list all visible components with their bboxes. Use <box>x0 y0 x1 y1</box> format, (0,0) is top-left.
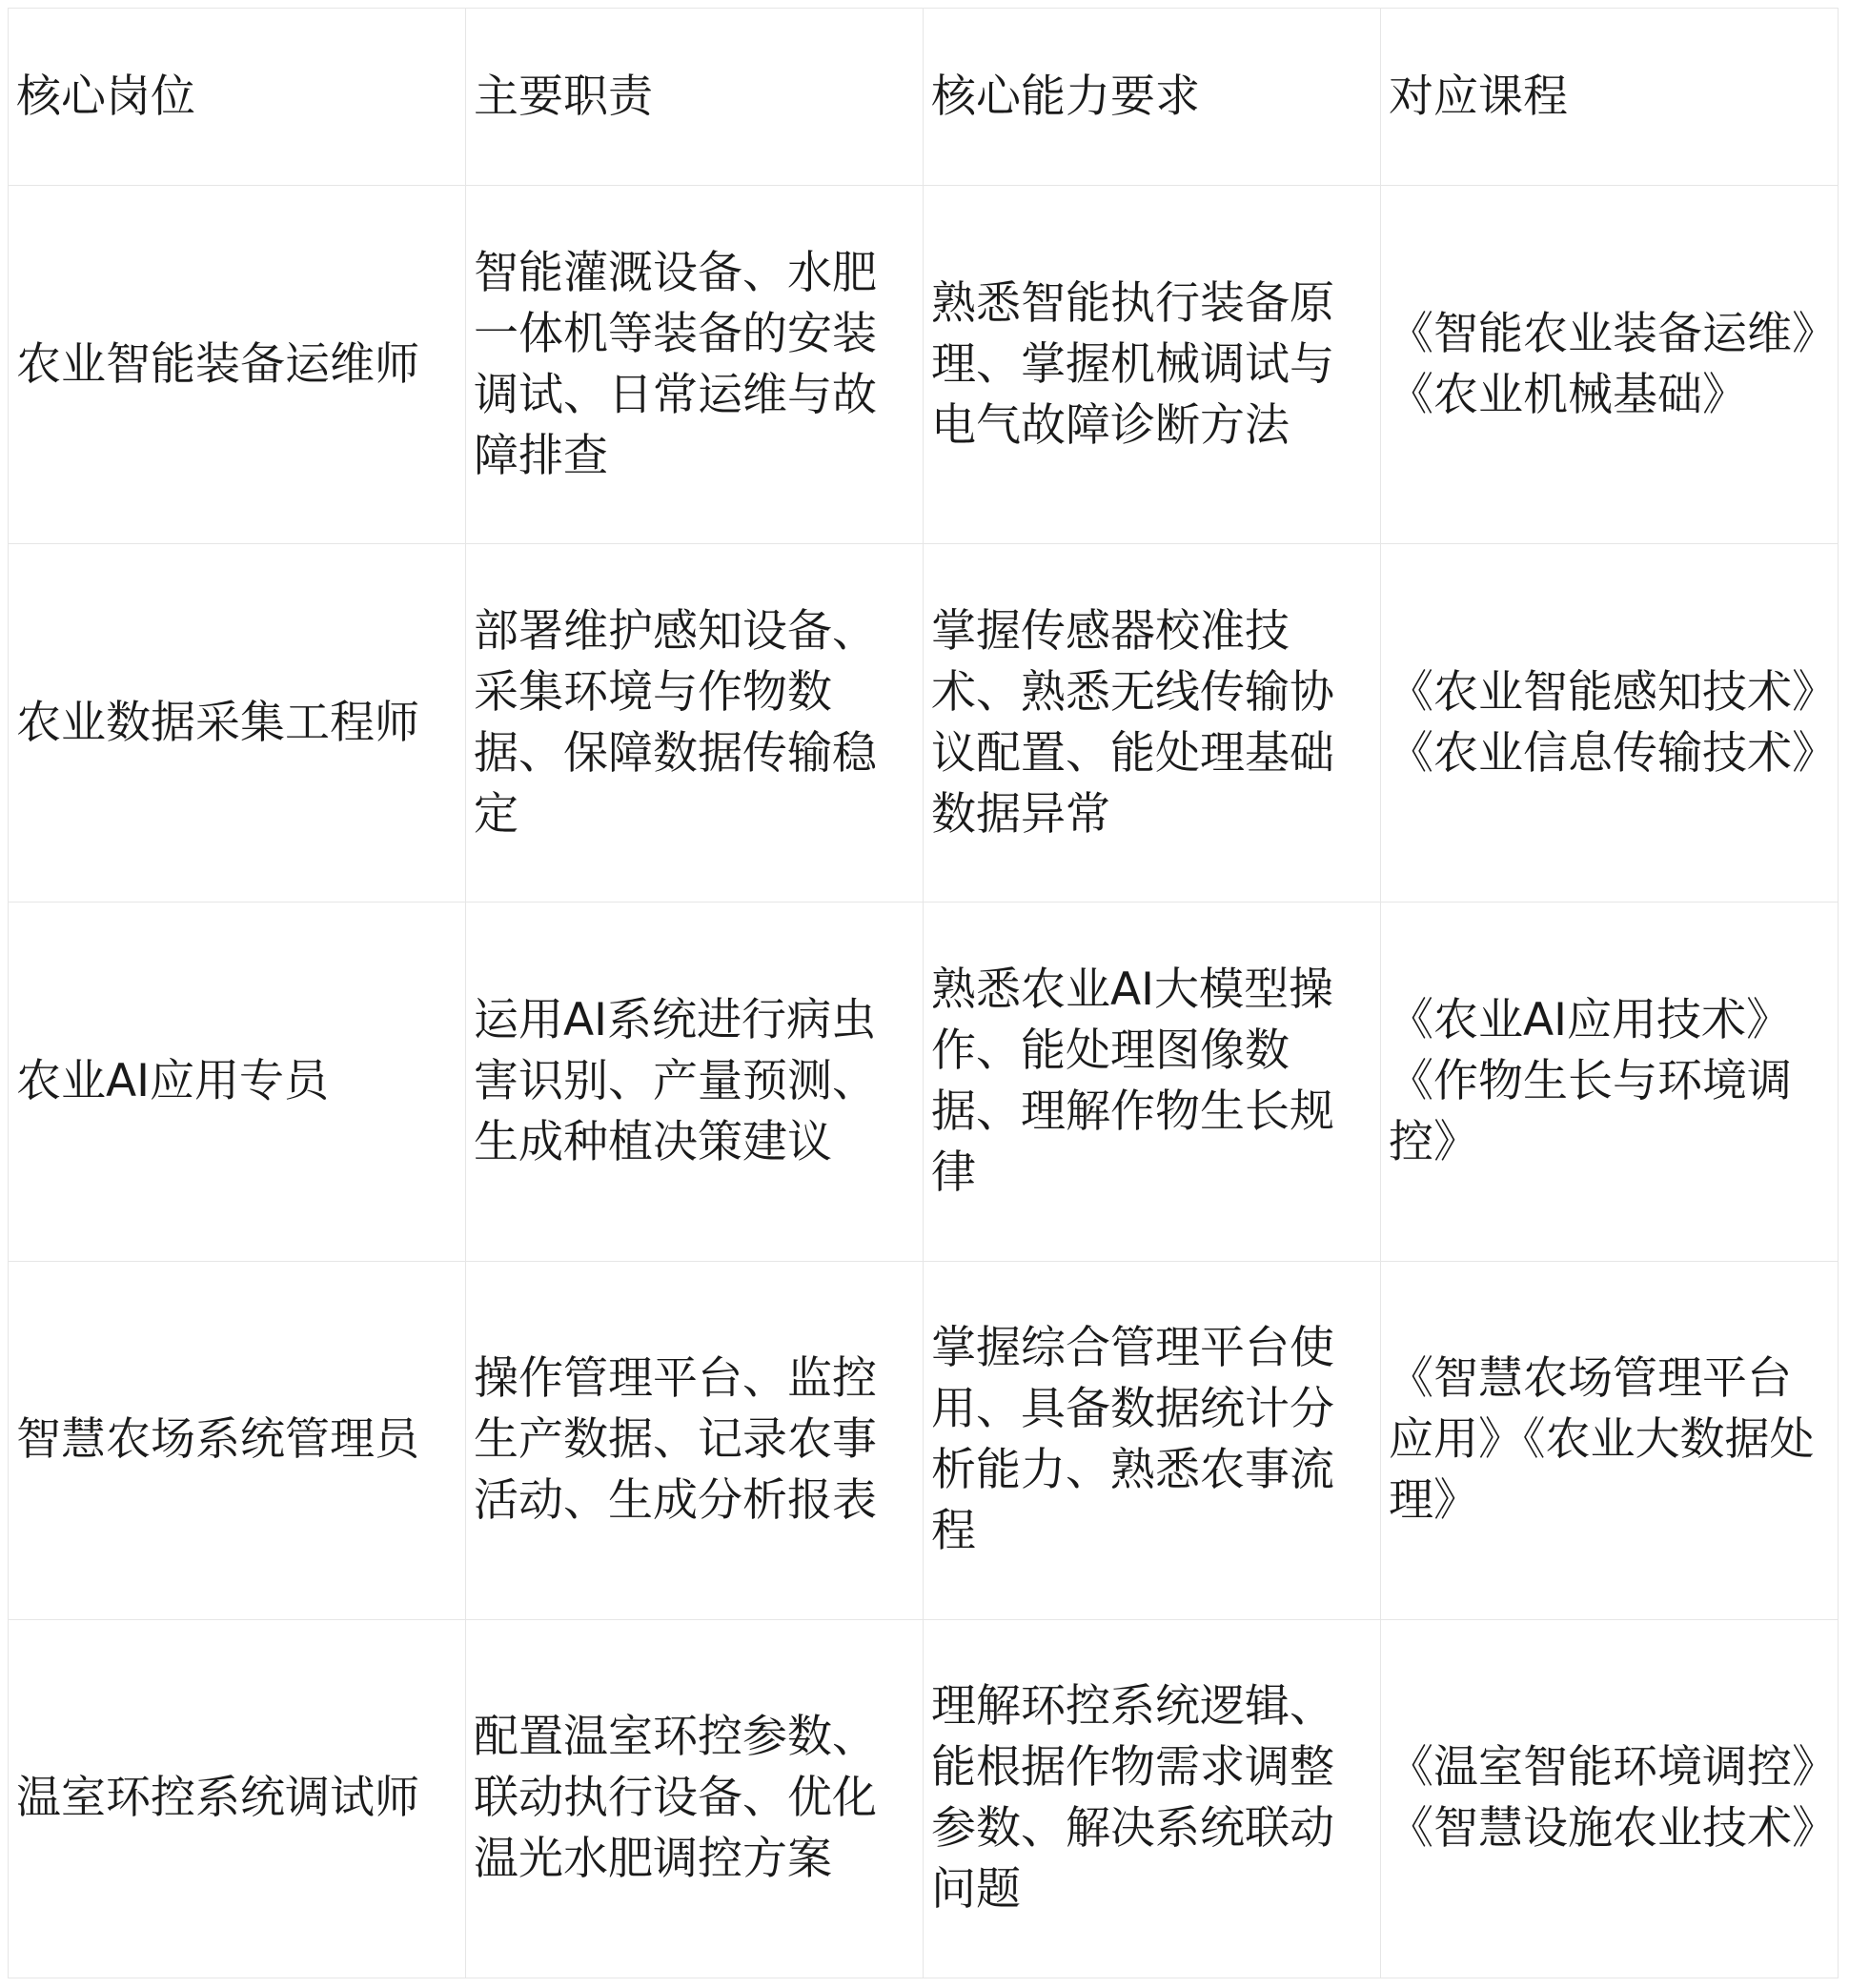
header-cell-courses: 对应课程 <box>1381 9 1839 186</box>
cell-abilities: 掌握传感器校准技术、熟悉无线传输协议配置、能处理基础数据异常 <box>924 544 1381 903</box>
cell-position: 农业AI应用专员 <box>9 903 466 1261</box>
job-course-table <box>8 8 1839 1978</box>
cell-abilities: 熟悉智能执行装备原理、掌握机械调试与电气故障诊断方法 <box>924 186 1381 544</box>
cell-position: 温室环控系统调试师 <box>9 1619 466 1978</box>
header-cell-duties: 主要职责 <box>466 9 924 186</box>
cell-duties: 运用AI系统进行病虫害识别、产量预测、生成种植决策建议 <box>466 903 924 1261</box>
table-row <box>9 903 1839 1261</box>
cell-position: 农业数据采集工程师 <box>9 544 466 903</box>
cell-courses: 《温室智能环境调控》《智慧设施农业技术》 <box>1381 1619 1839 1978</box>
cell-abilities: 理解环控系统逻辑、能根据作物需求调整参数、解决系统联动问题 <box>924 1619 1381 1978</box>
cell-courses: 《智能农业装备运维》《农业机械基础》 <box>1381 186 1839 544</box>
table-row <box>9 1619 1839 1978</box>
cell-abilities: 掌握综合管理平台使用、具备数据统计分析能力、熟悉农事流程 <box>924 1261 1381 1619</box>
cell-abilities: 熟悉农业AI大模型操作、能处理图像数据、理解作物生长规律 <box>924 903 1381 1261</box>
header-cell-position: 核心岗位 <box>9 9 466 186</box>
table-row <box>9 186 1839 544</box>
job-course-table-container <box>8 8 1838 1978</box>
cell-duties: 操作管理平台、监控生产数据、记录农事活动、生成分析报表 <box>466 1261 924 1619</box>
table-row <box>9 1261 1839 1619</box>
table-row <box>9 544 1839 903</box>
cell-duties: 配置温室环控参数、联动执行设备、优化温光水肥调控方案 <box>466 1619 924 1978</box>
cell-courses: 《农业智能感知技术》《农业信息传输技术》 <box>1381 544 1839 903</box>
cell-courses: 《农业AI应用技术》《作物生长与环境调控》 <box>1381 903 1839 1261</box>
cell-courses: 《智慧农场管理平台应用》《农业大数据处理》 <box>1381 1261 1839 1619</box>
table-header-row <box>9 9 1839 186</box>
cell-duties: 智能灌溉设备、水肥一体机等装备的安装调试、日常运维与故障排查 <box>466 186 924 544</box>
cell-position: 农业智能装备运维师 <box>9 186 466 544</box>
cell-position: 智慧农场系统管理员 <box>9 1261 466 1619</box>
header-cell-abilities: 核心能力要求 <box>924 9 1381 186</box>
cell-duties: 部署维护感知设备、采集环境与作物数据、保障数据传输稳定 <box>466 544 924 903</box>
